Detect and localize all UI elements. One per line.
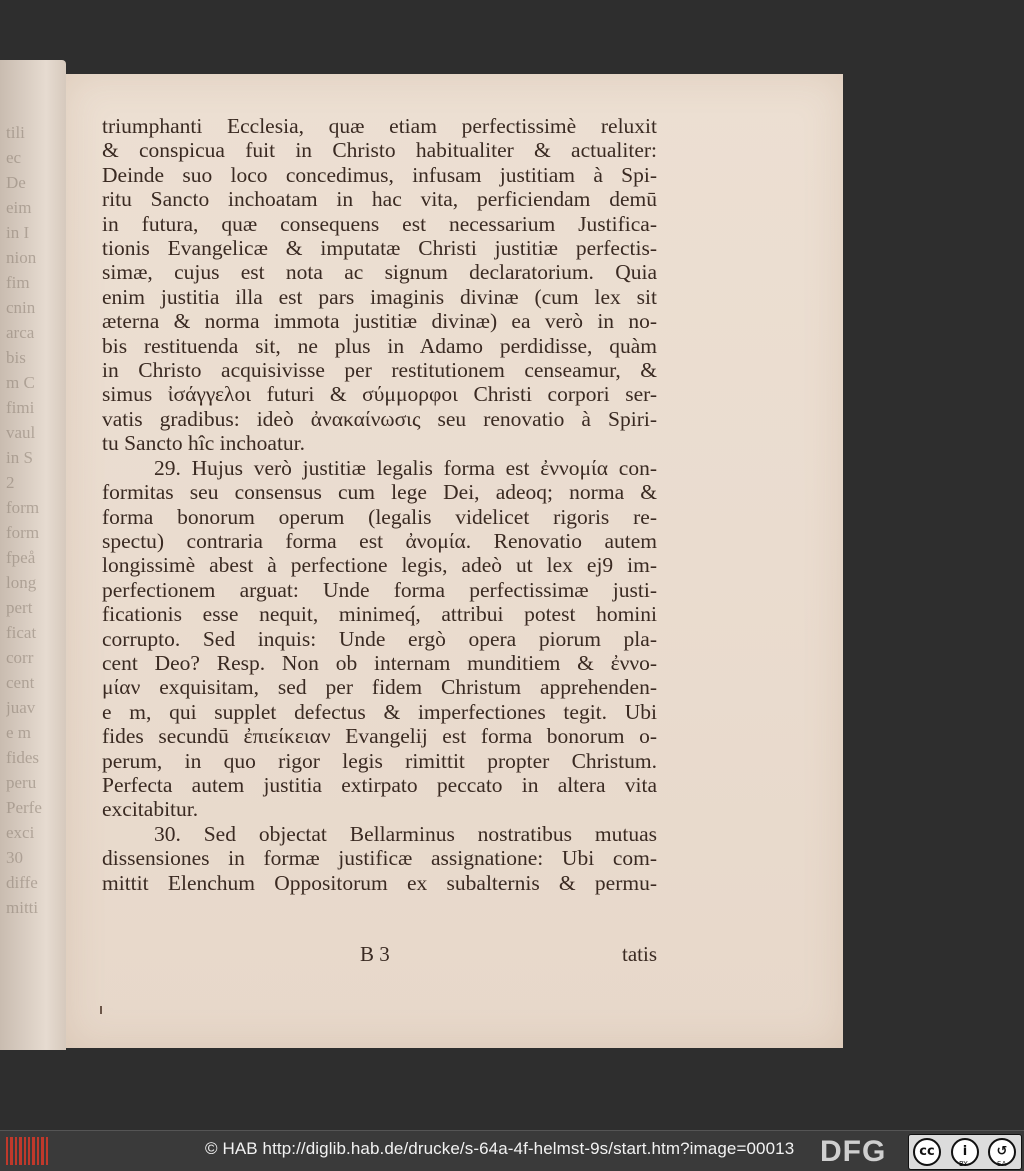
text-line: vatis gradibus: ideò ἀνακαίνωσις seu renovatio à Spiri- <box>102 406 657 431</box>
text-line: Deinde suo loco concedimus, infusam justitiam à Spi- <box>102 162 657 187</box>
text-line: formitas seu consensus cum lege Dei, adeoq; norma & <box>102 480 657 505</box>
text-line: excitabitur. <box>102 797 199 822</box>
text-line: tu Sancto hîc inchoatur. <box>102 431 306 456</box>
footer-bar <box>0 1130 1024 1171</box>
text-line: æterna & norma immota justitiæ divinæ) ea verò in no- <box>102 309 657 334</box>
text-line: μίαν exquisitam, sed per fidem Christum apprehenden- <box>102 675 657 700</box>
cc-license-badge[interactable] <box>908 1134 1022 1170</box>
text-line: Perfecta autem justitia extirpato peccato in altera vita <box>102 772 657 797</box>
signature-mark: B 3 <box>360 942 390 966</box>
text-line: mittit Elenchum Oppositorum ex subalternis & permu- <box>102 870 657 895</box>
text-line: spectu) contraria forma est ἀνομία. Renovatio autem <box>102 528 657 553</box>
text-line: longissimè abest à perfectione legis, adeò ut lex ej9 im- <box>102 553 657 578</box>
page-footer-line <box>102 942 657 970</box>
cc-icon: cc <box>913 1138 941 1166</box>
text-line: 30. Sed objectat Bellarminus nostratibus mutuas <box>154 821 657 846</box>
text-line: & conspicua fuit in Christo habitualiter & actualiter: <box>102 138 657 163</box>
text-line: forma bonorum operum (legalis videlicet rigoris re- <box>102 504 657 529</box>
source-credit-link[interactable]: © HAB http://diglib.hab.de/drucke/s-64a-4f-helmst-9s/start.htm?image=00013 <box>205 1139 795 1158</box>
text-line: 29. Hujus verò justitiæ legalis forma est ἐννομία con- <box>154 455 657 480</box>
text-line: bis restituenda sit, ne plus in Adamo perdidisse, quàm <box>102 333 657 358</box>
ink-mark <box>100 1006 102 1014</box>
previous-page-edge <box>0 60 66 1050</box>
dfg-logo[interactable]: DFG <box>820 1135 887 1168</box>
sa-icon: ↺ <box>988 1138 1016 1166</box>
by-icon: i <box>951 1138 979 1166</box>
text-line: enim justitia illa est pars imaginis divinæ (cum lex sit <box>102 284 657 309</box>
text-line: ficationis esse nequit, minimeq́, attribui potest homini <box>102 602 657 627</box>
by-label: BY <box>959 1160 968 1168</box>
text-line: dissensiones in formæ justificæ assignatione: Ubi com- <box>102 846 657 871</box>
text-line: triumphanti Ecclesia, quæ etiam perfectissimè reluxit <box>102 114 657 138</box>
text-line: perum, in quo rigor legis rimittit propter Christum. <box>102 748 657 773</box>
text-line: corrupto. Sed inquis: Unde ergò opera piorum pla- <box>102 626 657 651</box>
text-line: e m, qui supplet defectus & imperfectiones tegit. Ubi <box>102 699 657 724</box>
text-line: cent Deo? Resp. Non ob internam munditiem & ἐννο- <box>102 650 657 675</box>
book-page <box>66 74 843 1048</box>
catchword: tatis <box>622 942 657 966</box>
text-line: ritu Sancto inchoatam in hac vita, perficiendam demū <box>102 187 657 212</box>
page-body-text <box>102 114 657 895</box>
text-line: in Christo acquisivisse per restitutionem censeamur, & <box>102 358 657 383</box>
text-line: simus ἰσάγγελοι futuri & σύμμορφοι Christi corpori ser- <box>102 382 657 407</box>
sa-label: SA <box>997 1160 1007 1168</box>
text-line: in futura, quæ consequens est necessarium Justifica- <box>102 211 657 236</box>
text-line: fides secundū ἐπιείκειαν Evangelij est forma bonorum o- <box>102 724 657 749</box>
text-line: perfectionem arguat: Unde forma perfectissimæ justi- <box>102 577 657 602</box>
text-line: simæ, cujus est nota ac signum declaratorium. Quia <box>102 260 657 285</box>
hab-logo-icon[interactable] <box>6 1137 48 1165</box>
text-line: tionis Evangelicæ & imputatæ Christi justitiæ perfectis- <box>102 236 657 261</box>
previous-page-fragments: tili ec De eim in I nion fim cnin arca bis m C fimi vaul in S 2 form form fpeå long pert ficat corr cent juav e m fides peru Perfe exci 30 diffe mitti <box>6 123 42 917</box>
